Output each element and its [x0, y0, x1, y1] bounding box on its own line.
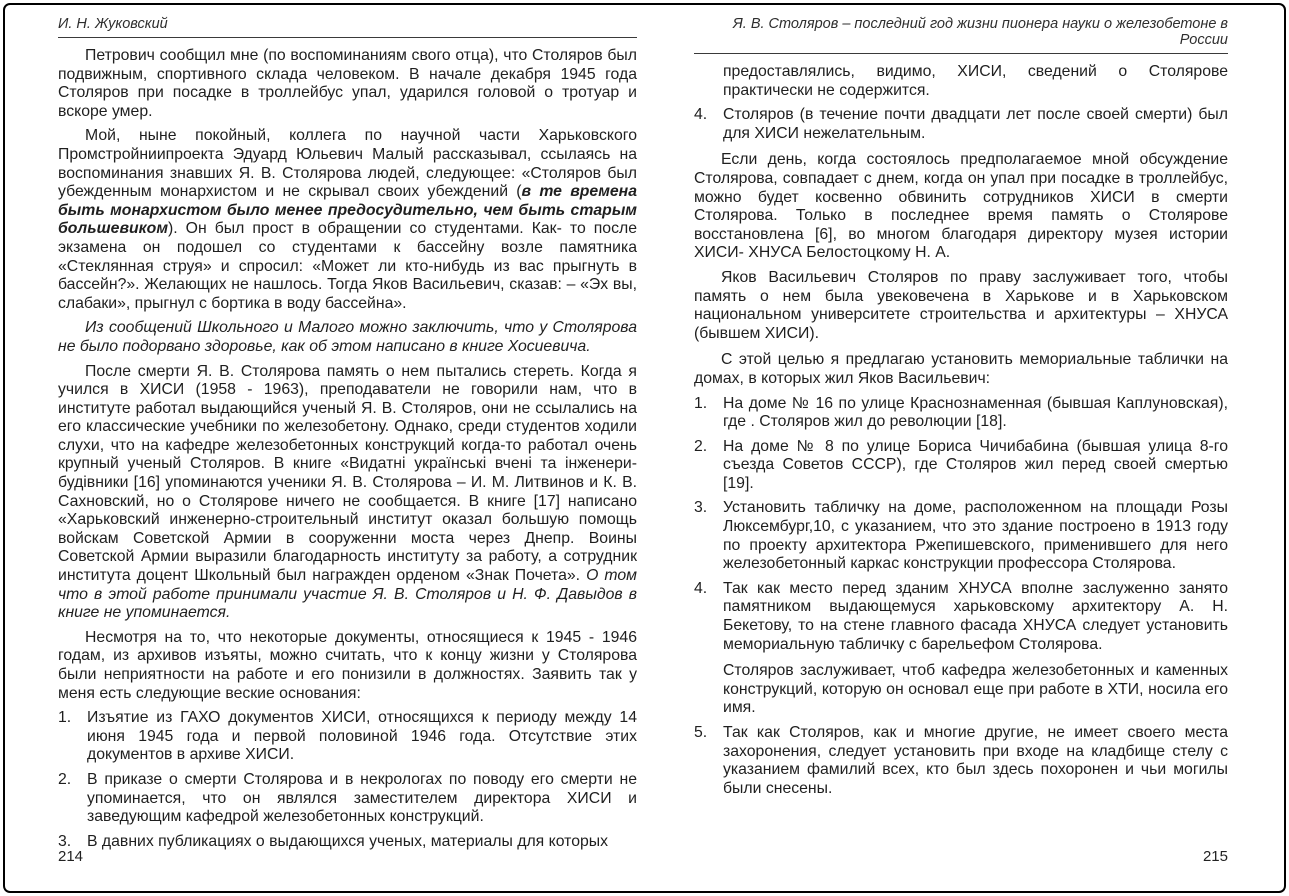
left-page-body	[58, 47, 637, 851]
body-text: Если день, когда состоялось предполагаемое мной обсуждение Столярова, совпадает с днем, когда он упал при посадке в троллейбус, можно будет косвенно обвинить сотрудников ХИСИ в смерти Столярова. Только в последнее время память о Столярове восстановлена [6], во многом благодаря директору музея истории ХИСИ- ХНУСА Белостоцкому Н. А.	[694, 151, 1228, 262]
body-text: Яков Васильевич Столяров по праву заслуживает того, чтобы память о нем была увековечена в Харькове и в Харьковском национальном университете строительства и архитектуры – ХНУСА (бывшем ХИСИ).	[694, 268, 1228, 342]
list-item	[58, 709, 637, 765]
list-item-text	[723, 499, 1228, 573]
body-text: ). Он был прост в обращении со студентами. Как- то после экзамена он подошел со студентами к бассейну возле памятника «Стеклянная струя» и спросил: «Может ли кто-нибудь из вас прыгнуть в бассейн?». Желающих не нашлось. Тогда Яков Васильевич, сказав: – «Эх вы, слабаки», прыгнул с бортика в воду бассейна».	[58, 220, 637, 312]
paragraph	[58, 363, 637, 623]
paragraph	[694, 269, 1228, 343]
list-item	[694, 580, 1228, 654]
list-item-text	[723, 724, 1228, 798]
list-item-text	[87, 709, 637, 765]
list-continuation-paragraph	[723, 662, 1228, 718]
body-text: Несмотря на то, что некоторые документы, относящиеся к 1945 - 1946 годам, из архивов изъяты, можно считать, что к концу жизни у Столярова были неприятности на работе и его понизили в должностях. Заявить так у меня есть следующие веские основания:	[58, 628, 637, 702]
paragraph	[694, 151, 1228, 263]
body-text: В давних публикациях о выдающихся ученых, материалы для которых	[87, 832, 609, 850]
body-text: Петрович сообщил мне (по воспоминаниям свого отца), что Столяров был подвижным, спортивного склада человеком. В начале декабря 1945 года Столяров при посадке в троллейбус упал, ударился головой о тротуар и вскоре умер.	[58, 47, 637, 120]
list-item-number: 1.	[694, 394, 708, 412]
list-item-text	[723, 438, 1228, 494]
right-page-number: 215	[1202, 848, 1228, 865]
list-item-number: 3.	[58, 832, 72, 850]
left-page	[58, 16, 637, 857]
list-item-number: 1.	[58, 709, 72, 727]
body-text: Установить табличку на доме, расположенном на площади Розы Люксембург,10, с указанием, что это здание построено в 1913 году по проекту архитектора Ржепишевского, применившего для него железобетонный каркас конструкции профессора Столярова.	[723, 499, 1228, 573]
body-text: Столяров заслуживает, чтоб кафедра железобетонных и каменных конструкций, которую он основал еще при работе в ХТИ, носила его имя.	[723, 662, 1228, 717]
list-item-number: 2.	[58, 770, 72, 788]
list-item	[694, 724, 1228, 798]
left-running-head: И. Н. Жуковский	[58, 16, 637, 38]
right-running-head: Я. В. Столяров – последний год жизни пионера науки о железобетоне в России	[694, 16, 1228, 54]
list-item-number: 5.	[694, 724, 708, 741]
body-text: предоставлялись, видимо, ХИСИ, сведений о Столярове практически не содержится.	[723, 63, 1228, 99]
body-text: Изъятие из ГАХО документов ХИСИ, относящихся к периоду между 14 июня 1945 года и первой половиной 1946 года. Отсутствие этих документов в архиве ХИСИ.	[87, 709, 637, 764]
list-item-number: 4.	[694, 106, 708, 124]
body-text: Мой, ныне покойный, коллега по научной части Харьковского Промстройниипроекта Эдуард Юльевич Малый рассказывал, ссылаясь на воспоминания знавших Я. В. Столярова людей, следующее: «Столяров был убежденным монархистом и не скрывал своих убеждений (	[58, 127, 637, 201]
italic-text: Из сообщений Школьного и Малого можно заключить, что у Столярова не было подорвано здоровье, как об этом написано в книге Хосиевича.	[58, 319, 637, 355]
list-item-text	[723, 395, 1228, 432]
body-text: С этой целью я предлагаю установить мемориальные таблички на домах, в которых жил Яков Васильевич:	[694, 351, 1228, 387]
list-item-number: 3.	[694, 499, 708, 517]
list-item-text	[87, 771, 637, 827]
list-item-number: 2.	[694, 437, 708, 455]
body-text: Так как Столяров, как и многие другие, не имеет своего места захоронения, следует установить при входе на кладбище стелу с указанием фамилий всех, кто был здесь похоронен и чьи могилы были снесены.	[723, 724, 1228, 797]
list-item-text	[723, 106, 1228, 143]
body-text: Так как место перед зданим ХНУСА вполне заслуженно занято памятником выдающемуся харьковскому архитектору А. Н. Бекетову, то на стене главного фасада ХНУСА следует установить мемориальную табличку с барельефом Столярова.	[723, 579, 1228, 653]
list-item-text	[87, 833, 637, 852]
right-page	[694, 16, 1228, 804]
list-item-number: 4.	[694, 579, 708, 597]
right-page-body	[694, 63, 1228, 798]
list-continuation-paragraph	[723, 63, 1228, 100]
left-page-number: 214	[58, 848, 84, 865]
bold-italic-text: в те времена быть монархистом было менее предосудительно, чем быть старым большевиком	[58, 183, 637, 238]
list-item	[58, 771, 637, 827]
list-item	[694, 438, 1228, 494]
list-item	[58, 833, 637, 852]
list-item	[694, 106, 1228, 143]
body-text: На доме № 8 по улице Бориса Чичибабина (бывшая улица 8-го съезда Советов СССР), где Столяров жил перед своей смертью [19].	[723, 437, 1228, 492]
italic-text: О том что в этой работе принимали участие Я. В. Столяров и Н. Ф. Давыдов в книге не упоминается.	[58, 567, 637, 622]
body-text: Столяров (в течение почти двадцати лет после своей смерти) был для ХИСИ нежелательным.	[723, 106, 1228, 142]
paragraph	[58, 47, 637, 121]
paragraph	[58, 629, 637, 703]
paragraph	[58, 319, 637, 356]
body-text: На доме № 16 по улице Краснознаменная (бывшая Каплуновская), где . Столяров жил до революции [18].	[723, 394, 1228, 431]
list-item-text	[723, 580, 1228, 654]
list-item	[694, 499, 1228, 573]
body-text: В приказе о смерти Столярова и в некрологах по поводу его смерти не упоминается, что он являлся заместителем директора ХИСИ и заведующим кафедрой железобетонных конструкций.	[87, 770, 637, 826]
list-item	[694, 395, 1228, 432]
body-text: После смерти Я. В. Столярова память о нем пытались стереть. Когда я учился в ХИСИ (1958 - 1963), преподаватели не говорили нам, что в институте работал выдающийся ученый Я. В. Столяров, они не ссылались на его классические учебники по железобетону. Однако, среди студентов ходили слухи, что на кафедре железобетонных конструкций когда-то работал очень крупный ученый Столяров. В книге «Видатні українські вчені та інженери- будівники [16] упоминаются ученики Я. В. Столярова – И. М. Литвинов и К. В. Сахновский, но о Столярове ничего не сообщается. В книге [17] написано «Харьковский инженерно-строительный институт оказал большую помощь войскам Советской Армии в сооруженни моста через Днепр. Воины Советской Армии выразили благодарность институту за работу, а сотрудник института доцент Школьный был награжден орденом «Знак Почета».	[58, 362, 637, 585]
paragraph	[58, 127, 637, 313]
paragraph	[694, 351, 1228, 388]
